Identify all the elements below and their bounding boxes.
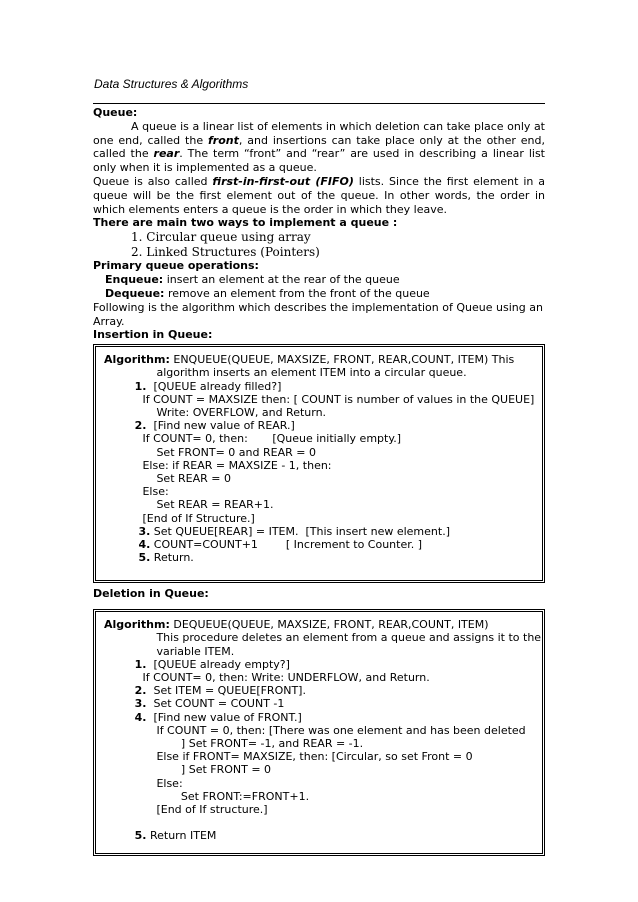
deletion-line-text: Set FRONT:=FRONT+1. [104,789,310,803]
insertion-line-text: Write: OVERFLOW, and Return. [104,405,327,419]
dequeue-text: remove an element from the front of the queue [164,286,430,300]
deletion-line [104,763,534,776]
insertion-line [104,380,534,393]
deletion-line-text: Set COUNT = COUNT -1 [146,697,285,711]
enqueue-line [93,273,545,287]
dequeue-label: Dequeue: [105,286,165,300]
insertion-line [104,485,534,498]
deletion-line-label: 2. [104,684,147,698]
insertion-line-text: [QUEUE already filled?] [146,379,282,393]
deletion-line-text [104,816,108,829]
p1-text-b: , and insertions can take place only at the other end, called the [93,133,545,161]
insertion-line-label: 5. [104,551,151,565]
deletion-line-text: This procedure deletes an element from a queue and assigns it to the [104,631,542,645]
insertion-line-text: [Find new value of REAR.] [146,419,295,433]
deletion-line-text: [QUEUE already empty?] [146,657,290,671]
p2-text-b: lists. Since the first element in a queue will be the first element out of the queue. In other words, the order in which elements enters a queue is the order in which they leave. [93,174,546,216]
document-body [93,106,545,858]
deletion-line [104,816,534,829]
insertion-line-text: COUNT=COUNT+1 [ Increment to Counter. ] [150,537,423,551]
deletion-algorithm-box [93,609,545,855]
deletion-line-text: Return ITEM [146,829,217,843]
insertion-line [104,538,534,551]
deletion-line-label: 3. [104,697,147,711]
insertion-line [104,406,534,419]
insertion-line [104,419,534,432]
enqueue-label: Enqueue: [105,273,164,287]
deletion-line [104,697,534,710]
insertion-line [104,353,534,366]
fifo-paragraph [93,175,545,216]
deletion-line [104,829,534,842]
insertion-line-label: 3. [104,524,151,538]
deletion-line-text: variable ITEM. [104,644,235,658]
insertion-line [104,512,534,525]
way-item-1: 1. Circular queue using array [131,230,311,245]
deletion-line-text: ] Set FRONT = 0 [104,763,272,777]
p1-text-a: A queue is a linear list of elements in which deletion can take place only at one end, called the [93,119,545,147]
deletion-line [104,618,534,631]
deletion-line-text: DEQUEUE(QUEUE, MAXSIZE, FRONT, REAR,COUNT, ITEM) [169,618,489,632]
following-paragraph: Following is the algorithm which describes the implementation of Queue using an Array. [93,300,543,328]
deletion-line [104,645,534,658]
deletion-line [104,803,534,816]
ways-heading: There are main two ways to implement a queue : [93,216,398,230]
deletion-line [104,790,534,803]
dequeue-line [93,287,545,301]
insertion-line-text: ENQUEUE(QUEUE, MAXSIZE, FRONT, REAR,COUNT, ITEM) This [169,353,515,367]
insertion-line-text: Set FRONT= 0 and REAR = 0 [104,445,316,459]
deletion-line [104,724,534,737]
insertion-line [104,498,534,511]
deletion-line-label: 1. [104,657,147,671]
deletion-line-label: Algorithm: [104,618,170,632]
insertion-line-text: [End of If Structure.] [104,511,255,525]
insertion-line-text: If COUNT= 0, then: [Queue initially empty.] [104,432,402,446]
term-rear: rear [153,147,180,161]
insertion-line-text: Else: if REAR = MAXSIZE - 1, then: [104,458,332,472]
deletion-line [104,737,534,750]
deletion-line-label: 5. [104,829,147,843]
deletion-line-text: If COUNT = 0, then: [There was one element and has been deleted [104,723,526,737]
queue-definition-paragraph [93,120,545,175]
insertion-line [104,432,534,445]
header-rule [93,103,545,104]
enqueue-text: insert an element at the rear of the queue [163,273,400,287]
deletion-line [104,658,534,671]
deletion-line-text: Set ITEM = QUEUE[FRONT]. [146,684,306,698]
insertion-line [104,393,534,406]
deletion-line [104,631,542,645]
insertion-line-text: Else: [104,485,169,499]
p1-text-c: . The term “front” and “rear” are used in describing a linear list only when it is implemented as a queue. [93,147,545,175]
deletion-line-text: Else if FRONT= MAXSIZE, then: [Circular, so set Front = 0 [104,750,473,764]
page-header: Data Structures & Algorithms [94,77,249,91]
insertion-line-label: 4. [104,537,151,551]
insertion-line [104,472,534,485]
insertion-line [104,459,534,472]
deletion-line-text: If COUNT= 0, then: Write: UNDERFLOW, and Return. [104,671,430,684]
insertion-line-text: algorithm inserts an element ITEM into a circular queue. [104,366,467,380]
insertion-line-text: Set REAR = REAR+1. [104,498,274,512]
deletion-line [104,777,534,790]
insertion-line-text: Return. [150,551,194,565]
deletion-line-label: 4. [104,710,147,724]
deletion-line-text: [End of If structure.] [104,803,268,817]
deletion-heading: Deletion in Queue: [93,587,209,601]
ops-heading: Primary queue operations: [93,259,259,273]
insertion-line [104,366,534,379]
way-item-2: 2. Linked Structures (Pointers) [131,244,320,259]
insertion-line-label: 1. [104,379,147,393]
insertion-line-label: 2. [104,419,147,433]
insertion-heading: Insertion in Queue: [93,328,213,342]
insertion-line-label: Algorithm: [104,353,170,367]
deletion-line [104,671,534,684]
deletion-line-text: ] Set FRONT= -1, and REAR = -1. [104,737,364,751]
p2-text-a: Queue is also called [93,174,213,188]
deletion-line [104,750,534,763]
insertion-line [104,446,534,459]
insertion-line-text: Set QUEUE[REAR] = ITEM. [This insert new element.] [150,524,450,538]
insertion-algorithm-box [93,344,545,583]
deletion-line [104,711,534,724]
term-fifo: first-in-first-out (FIFO) [212,174,354,188]
insertion-line [104,525,534,538]
queue-heading: Queue: [93,106,138,119]
insertion-line [104,551,534,564]
insertion-line-text: If COUNT = MAXSIZE then: [ COUNT is number of values in the QUEUE] [104,392,535,406]
term-front: front [208,133,239,147]
deletion-line-text: Else: [104,776,183,790]
insertion-line-text: Set REAR = 0 [104,471,231,485]
deletion-line [104,684,534,697]
deletion-line-text: [Find new value of FRONT.] [146,710,302,724]
